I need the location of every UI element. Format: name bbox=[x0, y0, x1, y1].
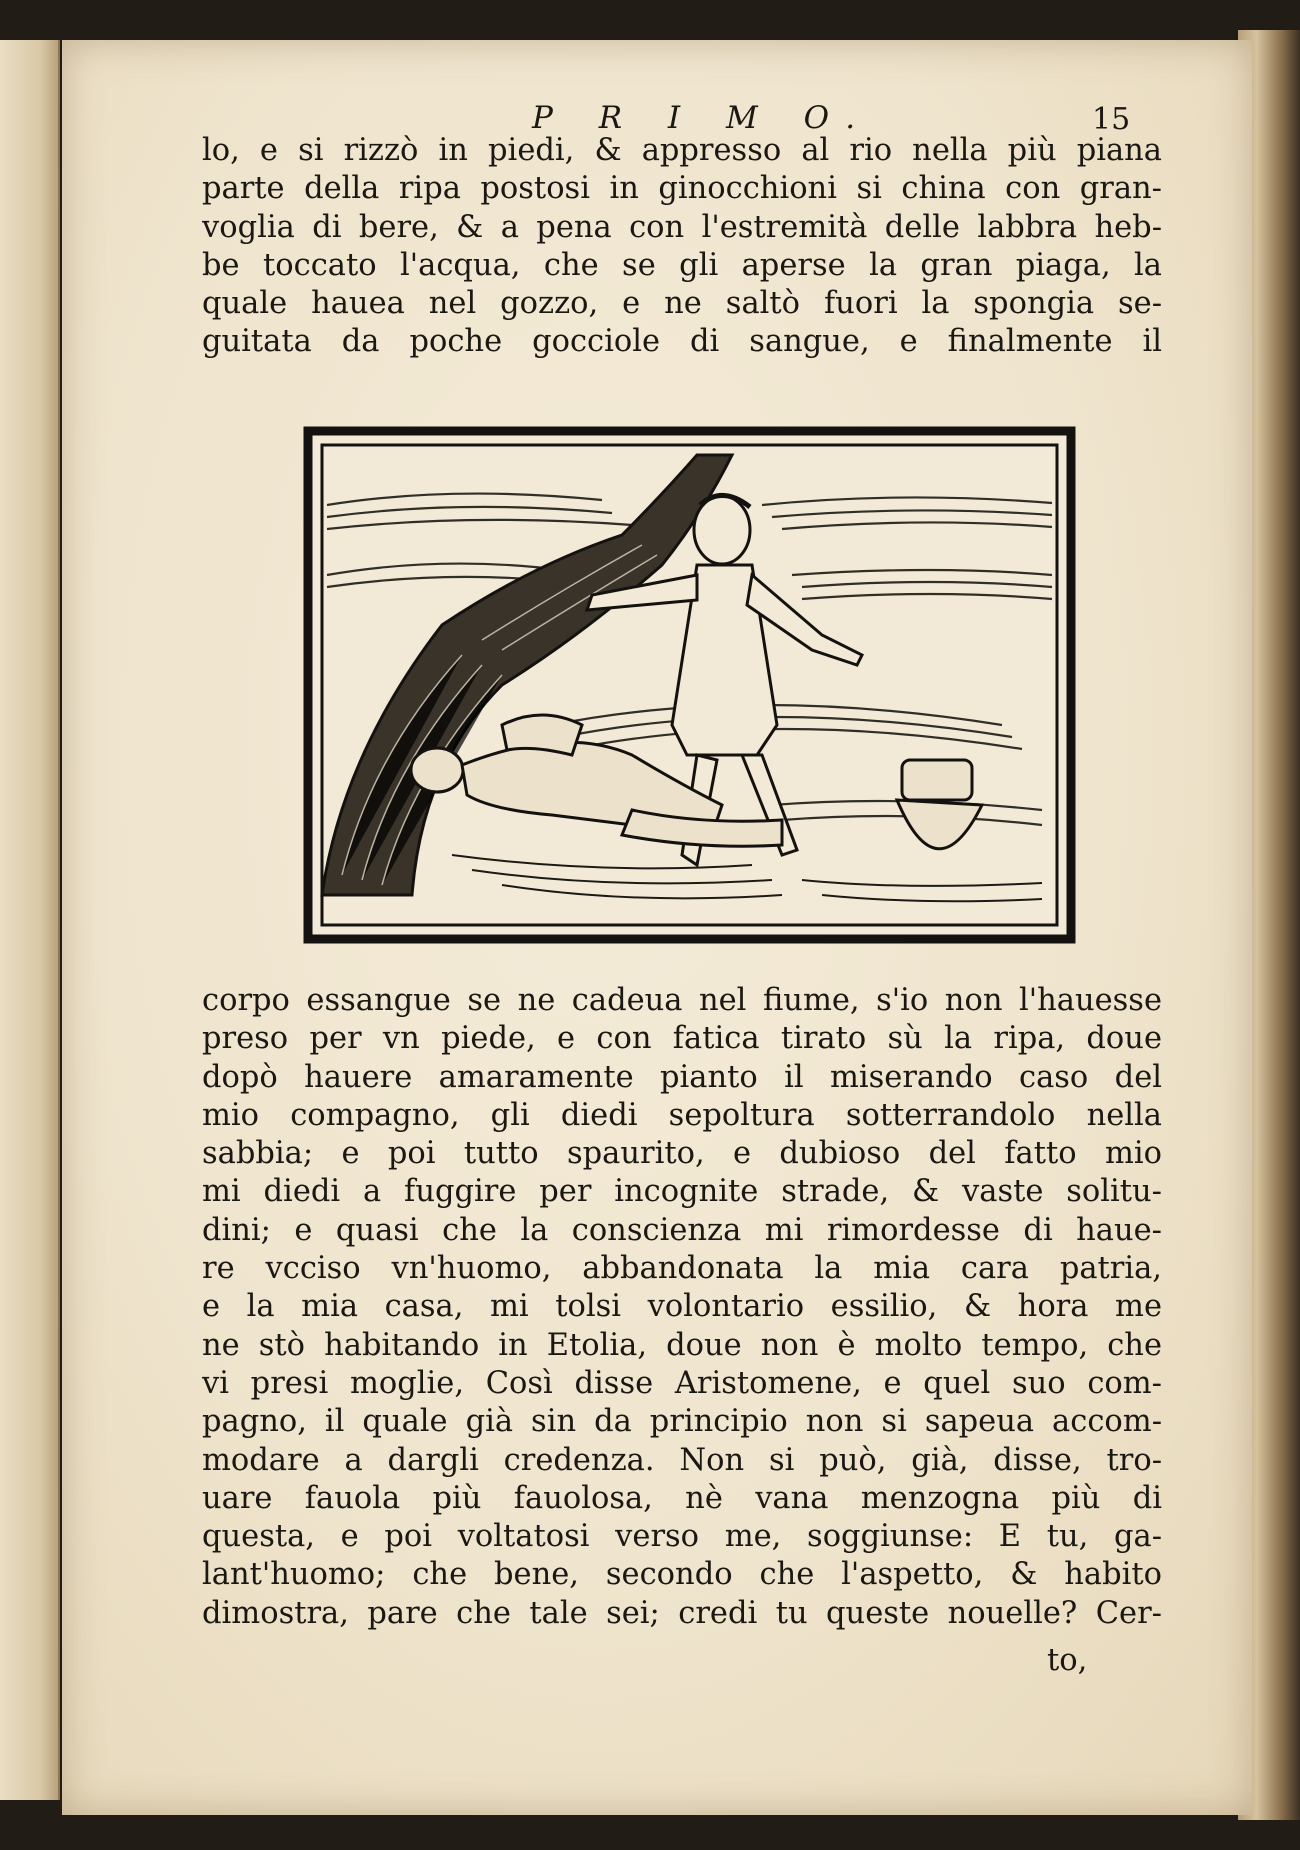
text-line: sabbia; e poi tutto spaurito, e dubioso del fatto mio bbox=[202, 1136, 1162, 1172]
text-line: be toccato l'acqua, che se gli aperse la gran piaga, la bbox=[202, 247, 1162, 283]
running-head: P R I M O. bbox=[532, 100, 874, 136]
text-line: lant'huomo; che bene, secondo che l'aspetto, & habito bbox=[202, 1557, 1162, 1593]
text-line: preso per vn piede, e con fatica tirato sù la ripa, doue bbox=[202, 1021, 1162, 1057]
text-line: guitata da poche gocciole di sangue, e finalmente il bbox=[202, 324, 1162, 360]
text-line: corpo essangue se ne cadeua nel fiume, s'io non l'hauesse bbox=[202, 983, 1162, 1018]
text-line: mi diedi a fuggire per incognite strade, & vaste solitu- bbox=[202, 1174, 1162, 1210]
text-line: modare a dargli credenza. Non si può, già, disse, tro- bbox=[202, 1442, 1162, 1478]
text-block-top bbox=[202, 132, 1162, 362]
text-line: dimostra, pare che tale sei; credi tu queste nouelle? Cer- bbox=[202, 1595, 1162, 1631]
text-line: voglia di bere, & a pena con l'estremità delle labbra heb- bbox=[202, 209, 1162, 245]
text-line: questa, e poi voltatosi verso me, soggiunse: E tu, ga- bbox=[202, 1519, 1162, 1555]
text-line: ne stò habitando in Etolia, doue non è molto tempo, che bbox=[202, 1327, 1162, 1363]
text-line: lo, e si rizzò in piedi, & appresso al rio nella più piana bbox=[202, 133, 1162, 168]
text-block-bottom bbox=[202, 982, 1162, 1633]
text-line: quale hauea nel gozzo, e ne saltò fuori la spongia se- bbox=[202, 286, 1162, 322]
text-line: mio compagno, gli diedi sepoltura sotterrandolo nella bbox=[202, 1097, 1162, 1133]
facing-page-edge bbox=[0, 40, 60, 1800]
woodcut-illustration bbox=[302, 425, 1077, 945]
text-line: dini; e quasi che la conscienza mi rimordesse di haue- bbox=[202, 1212, 1162, 1248]
text-line: parte della ripa postosi in ginocchioni si china con gran- bbox=[202, 171, 1162, 207]
page-number: 15 bbox=[1092, 102, 1131, 137]
text-line: dopò hauere amaramente pianto il miserando caso del bbox=[202, 1059, 1162, 1095]
text-line: e la mia casa, mi tolsi volontario essilio, & hora me bbox=[202, 1289, 1162, 1325]
catchword: to, bbox=[1047, 1643, 1088, 1678]
text-line: vi presi moglie, Così disse Aristomene, e quel suo com- bbox=[202, 1365, 1162, 1401]
text-line: re vcciso vn'huomo, abbandonata la mia cara patria, bbox=[202, 1251, 1162, 1287]
text-line: pagno, il quale già sin da principio non si sapeua accom- bbox=[202, 1404, 1162, 1440]
text-line: uare fauola più fauolosa, nè vana menzogna più di bbox=[202, 1480, 1162, 1516]
book-page bbox=[62, 40, 1252, 1815]
